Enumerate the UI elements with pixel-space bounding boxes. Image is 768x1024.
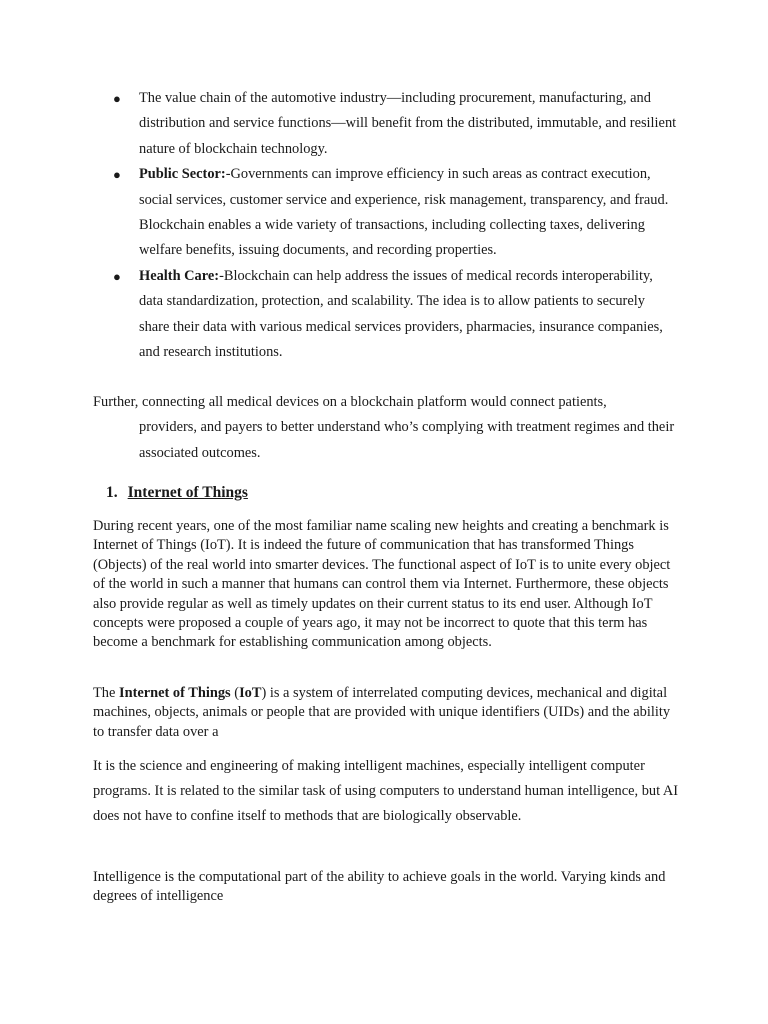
section-title: Internet of Things xyxy=(127,484,248,501)
bullet-lead: Public Sector: xyxy=(139,166,226,183)
bullet-icon: ● xyxy=(113,167,121,183)
bullet-text: The value chain of the automotive industry—including procurement, manufacturing, and distribution and service functions—will benefit from the distributed, immutable, and resilient nature of blockchain technology. xyxy=(139,90,677,157)
bullet-item-automotive xyxy=(0,86,768,162)
section-heading xyxy=(106,484,248,502)
definition-mid: ( xyxy=(230,685,240,701)
bullet-text: -Blockchain can help address the issues of medical records interoperability, data standardization, protection, and scalability. The idea is to allow patients to securely share their data with various medical services providers, pharmacies, insurance companies, and research institutions. xyxy=(139,267,663,361)
paragraph-ai-science: It is the science and engineering of making intelligent machines, especially intelligent computer programs. It is related to the similar task of using computers to understand human intelligence, but AI does not have to confine itself to methods that are biologically observable. xyxy=(93,758,679,825)
bullet-item-health-care xyxy=(0,264,768,366)
definition-post: ) is a system of interrelated computing devices, mechanical and digital machines, objects, animals or people that are provided with unique identifiers (UIDs) and the ability to transfer data over a xyxy=(93,685,671,740)
definition-pre: The xyxy=(93,685,119,701)
further-paragraph xyxy=(93,390,683,466)
further-first-line: Further, connecting all medical devices on a blockchain platform would connect patients, xyxy=(93,394,607,410)
paragraph-intelligence: Intelligence is the computational part of the ability to achieve goals in the world. Varying kinds and degrees of intelligence xyxy=(93,869,666,905)
definition-term: Internet of Things xyxy=(118,685,231,701)
bullet-text: -Governments can improve efficiency in such areas as contract execution, social services, customer service and experience, risk management, transparency, and fraud. Blockchain enables a wide variety of transactions, including collecting taxes, delivering welfare benefits, issuing documents, and recording properties. xyxy=(139,166,669,259)
bullet-item-public-sector xyxy=(0,162,768,264)
bullet-icon: ● xyxy=(113,268,121,284)
bullet-lead: Health Care: xyxy=(139,267,220,284)
bullet-list xyxy=(0,86,768,365)
paragraph-iot-intro: During recent years, one of the most familiar name scaling new heights and creating a benchmark is Internet of Things (IoT). It is indeed the future of communication that has transformed Things (Objects) of the real world into smarter devices. The functional aspect of IoT is to unite every object of the world in such a manner that humans can control them via Internet. Furthermore, these objects also provide regular as well as timely updates on their current status to its end user. Although IoT concepts were proposed a couple of years ago, it may not be incorrect to quote that this term has become a benchmark for establishing communication among objects. xyxy=(93,518,671,651)
definition-abbr: IoT xyxy=(239,685,262,701)
paragraph-iot-definition xyxy=(93,684,683,742)
section-number: 1. xyxy=(106,484,118,501)
bullet-icon: ● xyxy=(113,91,121,106)
further-continuation: providers, and payers to better understand who’s complying with treatment regimes and their associated outcomes. xyxy=(139,419,675,461)
